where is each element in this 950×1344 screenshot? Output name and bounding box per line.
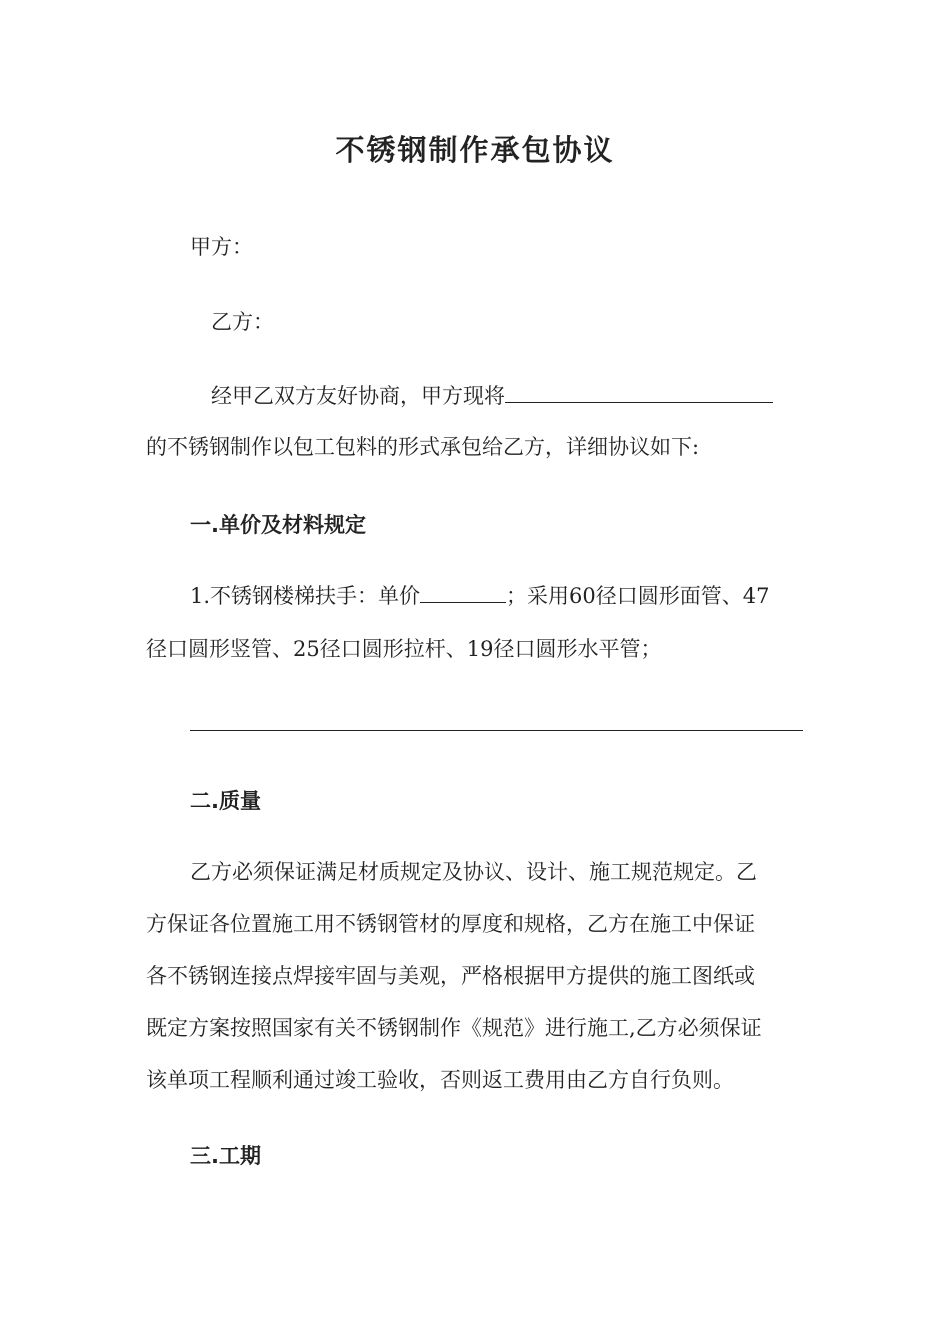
blank-rule-line[interactable] bbox=[190, 730, 803, 731]
section-1-item-1-line-2: 径口圆形竖管、25径口圆形拉杆、19径口圆形水平管； bbox=[146, 637, 662, 661]
item-1-suffix: ；采用60径口圆形面管、47 bbox=[506, 584, 770, 608]
section-1-item-1 bbox=[190, 581, 770, 611]
intro-text-1: 经甲乙双方友好协商，甲方现将 bbox=[211, 384, 505, 408]
intro-line-1 bbox=[211, 381, 773, 411]
section-2-line-5: 该单项工程顺利通过竣工验收，否则返工费用由乙方自行负则。 bbox=[146, 1068, 734, 1092]
section-3-heading: 三.工期 bbox=[190, 1144, 261, 1168]
section-2-line-4: 既定方案按照国家有关不锈钢制作《规范》进行施工,乙方必须保证 bbox=[146, 1016, 762, 1040]
section-2-line-3: 各不锈钢连接点焊接牢固与美观，严格根据甲方提供的施工图纸或 bbox=[146, 964, 755, 988]
document-title: 不锈钢制作承包协议 bbox=[335, 133, 615, 167]
section-2-heading: 二.质量 bbox=[190, 789, 261, 813]
party-b-label: 乙方： bbox=[211, 310, 274, 334]
section-2-line-2: 方保证各位置施工用不锈钢管材的厚度和规格，乙方在施工中保证 bbox=[146, 912, 755, 936]
section-2-line-1: 乙方必须保证满足材质规定及协议、设计、施工规范规定。乙 bbox=[190, 860, 757, 884]
project-blank-field[interactable] bbox=[505, 382, 773, 403]
party-a-label: 甲方： bbox=[190, 235, 253, 259]
intro-line-2: 的不锈钢制作以包工包料的形式承包给乙方，详细协议如下: bbox=[146, 435, 700, 459]
unit-price-blank-field[interactable] bbox=[420, 582, 506, 603]
section-1-heading: 一.单价及材料规定 bbox=[190, 513, 366, 537]
item-1-prefix: 1.不锈钢楼梯扶手：单价 bbox=[190, 584, 421, 608]
